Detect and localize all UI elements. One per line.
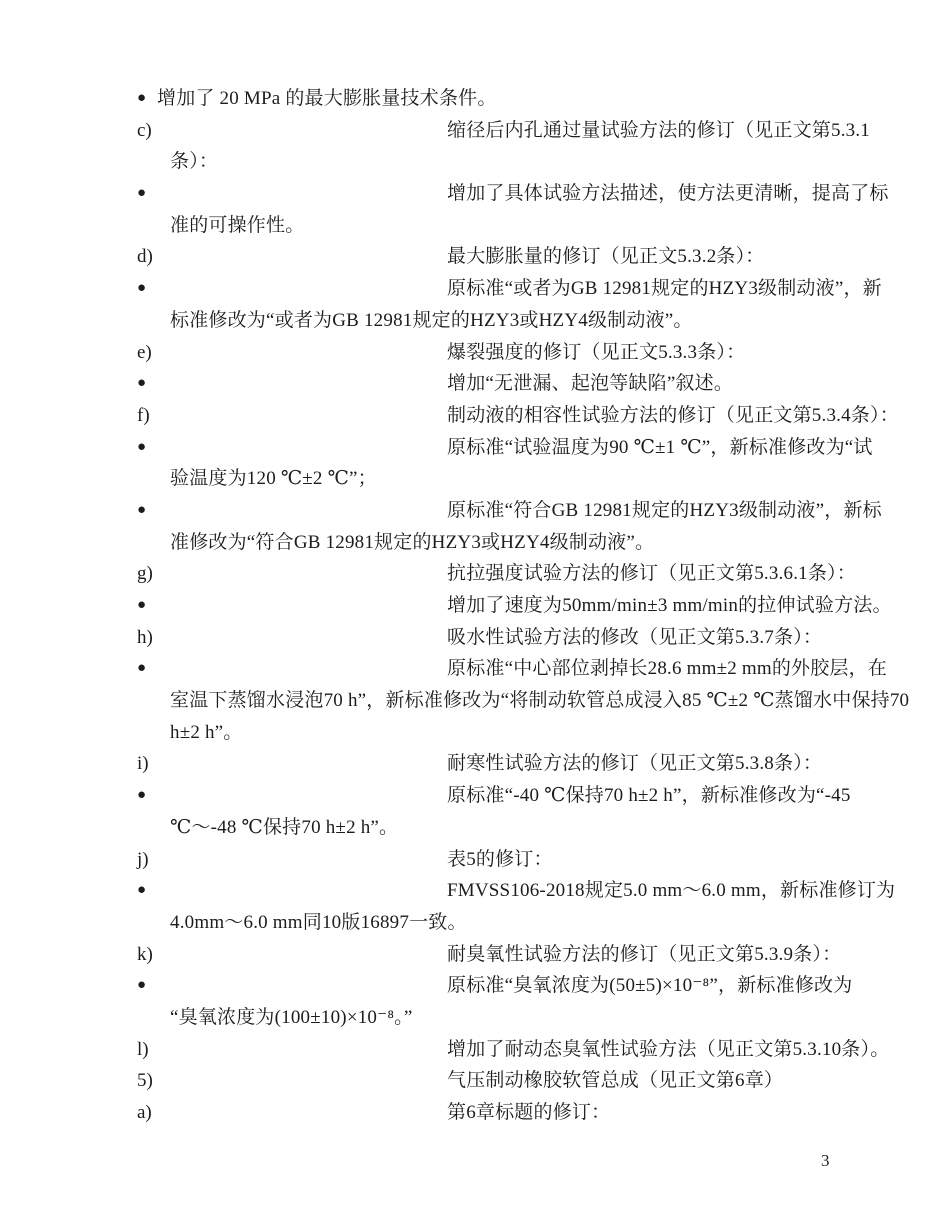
- list-marker: k): [137, 943, 153, 965]
- document-line: [0, 970, 950, 1002]
- line-text: 气压制动橡胶软管总成（见正文第6章）: [447, 1070, 784, 1092]
- list-marker: j): [137, 848, 149, 870]
- line-text: 条）：: [170, 151, 219, 173]
- list-marker: l): [137, 1038, 149, 1060]
- line-text: 增加了具体试验方法描述，使方法更清晰，提高了标: [447, 183, 889, 205]
- bullet-icon: ●: [137, 977, 147, 994]
- line-text: 增加了 20 MPa 的最大膨胀量技术条件。: [157, 88, 497, 109]
- page-number: 3: [821, 1151, 830, 1170]
- document-line: [0, 685, 950, 717]
- list-marker: h): [137, 626, 153, 648]
- document-line: [0, 115, 950, 147]
- bullet-icon: ●: [137, 280, 147, 297]
- document-line: [0, 273, 950, 305]
- list-marker: a): [137, 1102, 152, 1123]
- line-text: 准的可操作性。: [170, 214, 305, 236]
- document-line: [0, 812, 950, 844]
- document-line: [0, 527, 950, 559]
- document-line: [0, 1065, 950, 1097]
- line-text: 最大膨胀量的修订（见正文5.3.2条）：: [447, 246, 765, 268]
- document-line: [0, 907, 950, 939]
- line-text: 准修改为“符合GB 12981规定的HZY3或HZY4级制动液”。: [170, 531, 655, 553]
- document-line: [0, 241, 950, 273]
- list-marker: i): [137, 753, 149, 775]
- document-body: [0, 83, 950, 1129]
- line-text: h±2 h”。: [170, 721, 243, 743]
- line-text: 原标准“中心部位剥掉长28.6 mm±2 mm的外胶层，在: [447, 658, 888, 680]
- document-line: [0, 463, 950, 495]
- document-line: [0, 305, 950, 337]
- document-line: [0, 432, 950, 464]
- line-text: 耐寒性试验方法的修订（见正文第5.3.8条）：: [447, 753, 823, 775]
- line-text: “臭氧浓度为(100±10)×10⁻⁸。”: [170, 1006, 413, 1028]
- document-line: [0, 400, 950, 432]
- document-line: [0, 939, 950, 971]
- line-text: 原标准“或者为GB 12981规定的HZY3级制动液”，新: [447, 278, 882, 300]
- line-text: 抗拉强度试验方法的修订（见正文第5.3.6.1条）：: [447, 563, 856, 585]
- line-text: 增加了速度为50mm/min±3 mm/min的拉伸试验方法。: [447, 595, 892, 616]
- line-text: 原标准“臭氧浓度为(50±5)×10⁻⁸”，新标准修改为: [447, 975, 853, 997]
- document-line: [0, 780, 950, 812]
- document-line: [0, 83, 950, 115]
- line-text: 验温度为120 ℃±2 ℃”；: [170, 468, 377, 490]
- bullet-icon: ●: [137, 90, 147, 106]
- list-marker: d): [137, 246, 153, 268]
- bullet-icon: ●: [137, 375, 147, 392]
- document-line: [0, 210, 950, 242]
- line-text: 表5的修订：: [447, 848, 553, 870]
- document-line: [0, 178, 950, 210]
- bullet-icon: ●: [137, 438, 147, 455]
- list-marker: e): [137, 341, 152, 363]
- bullet-icon: ●: [137, 597, 147, 613]
- bullet-icon: ●: [137, 882, 147, 899]
- line-text: 增加了耐动态臭氧性试验方法（见正文第5.3.10条）。: [447, 1038, 890, 1060]
- line-text: 吸水性试验方法的修改（见正文第5.3.7条）：: [447, 626, 823, 648]
- list-marker: f): [137, 404, 150, 426]
- line-text: 爆裂强度的修订（见正文5.3.3条）：: [447, 341, 746, 363]
- bullet-icon: ●: [137, 787, 147, 804]
- list-marker: c): [137, 119, 152, 141]
- document-line: [0, 1097, 950, 1129]
- line-text: 耐臭氧性试验方法的修订（见正文第5.3.9条）：: [447, 943, 842, 965]
- line-text: FMVSS106-2018规定5.0 mm～6.0 mm，新标准修订为: [447, 880, 896, 902]
- line-text: 原标准“符合GB 12981规定的HZY3级制动液”，新标: [447, 499, 882, 521]
- line-text: 标准修改为“或者为GB 12981规定的HZY3或HZY4级制动液”。: [170, 309, 693, 331]
- line-text: 增加“无泄漏、起泡等缺陷”叙述。: [447, 373, 734, 395]
- line-text: 缩径后内孔通过量试验方法的修订（见正文第5.3.1: [447, 119, 871, 141]
- line-text: ℃～-48 ℃保持70 h±2 h”。: [170, 816, 399, 838]
- line-text: 原标准“试验温度为90 ℃±1 ℃”，新标准修改为“试: [447, 436, 873, 458]
- list-marker: g): [137, 563, 153, 585]
- bullet-icon: ●: [137, 185, 147, 202]
- line-text: 原标准“-40 ℃保持70 h±2 h”，新标准修改为“-45: [447, 785, 851, 807]
- document-line: [0, 622, 950, 654]
- document-line: [0, 368, 950, 400]
- line-text: 4.0mm～6.0 mm同10版16897一致。: [170, 911, 467, 933]
- document-line: [0, 748, 950, 780]
- document-line: [0, 653, 950, 685]
- document-line: [0, 844, 950, 876]
- bullet-icon: ●: [137, 501, 147, 518]
- list-marker: 5): [137, 1070, 153, 1092]
- document-line: [0, 146, 950, 178]
- document-line: [0, 875, 950, 907]
- document-line: [0, 1002, 950, 1034]
- document-line: [0, 558, 950, 590]
- document-line: [0, 337, 950, 369]
- document-line: [0, 717, 950, 749]
- line-text: 制动液的相容性试验方法的修订（见正文第5.3.4条）：: [447, 404, 899, 426]
- bullet-icon: ●: [137, 660, 147, 677]
- document-line: [0, 1034, 950, 1066]
- line-text: 第6章标题的修订：: [447, 1102, 611, 1123]
- line-text: 室温下蒸馏水浸泡70 h”，新标准修改为“将制动软管总成浸入85 ℃±2 ℃蒸馏水中保持70: [170, 690, 910, 712]
- document-line: [0, 590, 950, 622]
- document-line: [0, 495, 950, 527]
